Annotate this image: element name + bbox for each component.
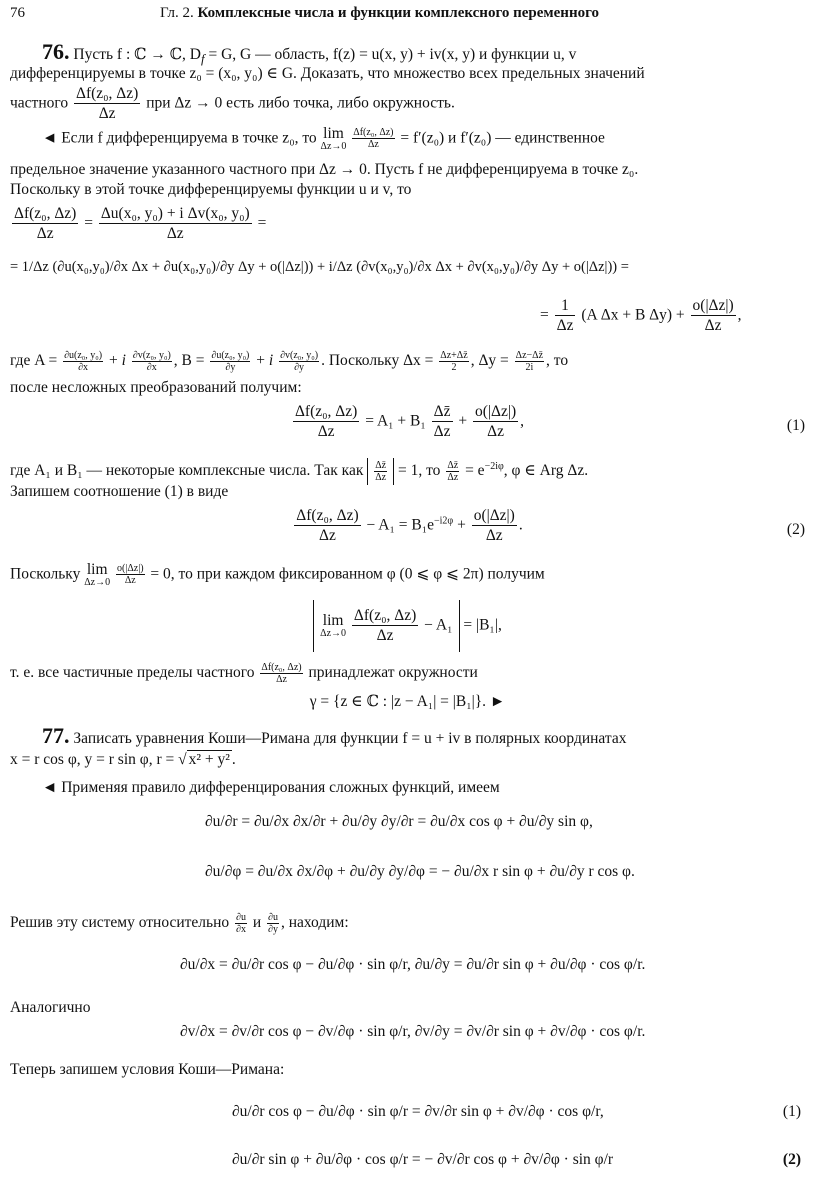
page-number: 76	[10, 5, 25, 21]
solution-77-line-1: ◄ Применяя правило дифференцирования сложных функций, имеем	[42, 779, 500, 796]
problem-77-line-2: x = r cos φ, y = r sin φ, r = √ x² + y² .	[10, 751, 236, 768]
cauchy-riemann-intro: Теперь запишем условия Коши—Римана:	[10, 1061, 285, 1078]
limit-abs-equation: lim Δz→0 $\frac{\text{Δf(z₀, Δz)}}{\Delta z}$ − A₁ = |B₁|,	[10, 600, 805, 652]
problem-76-line-2: дифференцируемы в точке z₀ = (x₀, y₀) ∈ G. Доказать, что множество всех предельных значений	[10, 65, 645, 82]
cauchy-riemann-eq-1: ∂u/∂r cos φ − ∂u/∂φ · sin φ/r = ∂v/∂r sin φ + ∂v/∂φ · cos φ/r,	[232, 1103, 604, 1120]
equation-dv-result: ∂v/∂x = ∂v/∂r cos φ − ∂v/∂φ · sin φ/r, ∂v/∂y = ∂v/∂r sin φ + ∂v/∂φ · cos φ/r.	[180, 1023, 646, 1040]
problem-76-line-3: частного $\frac{\text{Δf(z₀, Δz)}}{\Delta z}$ при Δz → 0 есть либо точка, либо окружность.	[10, 85, 455, 123]
cauchy-riemann-eq-2: ∂u/∂r sin φ + ∂u/∂φ · cos φ/r = − ∂v/∂r cos φ + ∂v/∂φ · sin φ/r	[232, 1151, 614, 1168]
solve-system-line: Решив эту систему относительно $\frac{\partial u}{\partial x}$ и $\frac{\partial u}{\partial y}$ , находим:	[10, 912, 349, 935]
equation-du-result: ∂u/∂x = ∂u/∂r cos φ − ∂u/∂φ · sin φ/r, ∂u/∂y = ∂u/∂r sin φ + ∂u/∂φ · cos φ/r.	[180, 956, 646, 973]
equation-du-dphi: ∂u/∂φ = ∂u/∂x ∂x/∂φ + ∂u/∂y ∂y/∂φ = − ∂u/∂x r sin φ + ∂u/∂y r cos φ.	[205, 863, 635, 880]
problem-number-77: 77.	[42, 723, 70, 748]
problem-77-line-1: 77. Записать уравнения Коши—Римана для функции f = u + iv в полярных координатах	[42, 723, 627, 748]
since-limit-line: Поскольку lim Δz→0 $\frac{o(|\Delta z|)}{\Delta z}$ = 0, то при каждом фиксированном φ (0 ⩽ φ ⩽ 2π) получим	[10, 561, 545, 588]
cr-equation-number-1: (1)	[782, 1103, 801, 1120]
analogously-label: Аналогично	[10, 999, 91, 1016]
equation-1: $\frac{\text{Δf(z₀, Δz)}}{\Delta z}$ = A₁ + B₁ $\frac{\Delta z̄}{\Delta z}$ + $\frac{o(|\Delta z|)}{\Delta z}$ , (1)	[294, 403, 805, 441]
problem-76-line-1: 76. Пусть f : ℂ → ℂ, $D_f = G$, G — область, f(z) = u(x, y) + iv(x, y) и функции u, v	[42, 39, 577, 67]
after-transform-line: после несложных преобразований получим:	[10, 379, 302, 396]
equation-du-dr: ∂u/∂r = ∂u/∂x ∂x/∂r + ∂u/∂y ∂y/∂r = ∂u/∂x cos φ + ∂u/∂y sin φ,	[205, 813, 593, 830]
equation-delta-f: $\frac{\text{Δf(z₀, Δz)}}{\Delta z}$ = $\frac{\text{Δu(x₀, y₀) + i Δv(x₀, y₀)}}{\Delta z}$ =	[14, 205, 267, 243]
quotient-fraction: $\frac{\text{Δf(z₀, Δz)}}{\Delta z}$	[75, 85, 139, 123]
rewrite-line: Запишем соотношение (1) в виде	[10, 483, 229, 500]
equation-expansion: = 1/Δz (∂u(x₀,y₀)/∂x Δx + ∂u(x₀,y₀)/∂y Δy + o(|Δz|)) + i/Δz (∂v(x₀,y₀)/∂x Δx + ∂v(x₀,y₀)/∂y Δy + o(|Δz|)) =	[10, 259, 629, 275]
solution-76-line-3: Поскольку в этой точке дифференцируемы функции u и v, то	[10, 181, 412, 198]
equation-expansion-result: = $\frac{1}{\Delta z}$ (A Δx + B Δy) + $\frac{o(|\Delta z|)}{\Delta z}$ ,	[540, 297, 742, 335]
circle-gamma: γ = {z ∈ ℂ : |z − A₁| = |B₁|}. ►	[309, 693, 506, 710]
running-header	[10, 4, 805, 26]
cr-equation-number-2: (2)	[782, 1151, 801, 1168]
solution-76-line-1: ◄ Если f дифференцируема в точке z₀, то lim Δz→0 $\frac{\text{Δf(z₀, Δz)}}{\Delta z}$ = f′(z₀) и f′(z₀) — единственное	[42, 125, 605, 152]
equation-2: $\frac{\text{Δf(z₀, Δz)}}{\Delta z}$ − $A_1 = B_1e^{-i2\varphi}$ + $\frac{o(|\Delta z|)}{\Delta z}$ . (2)	[296, 507, 805, 545]
solution-76-line-2: предельное значение указанного частного при Δz → 0. Пусть f не дифференцируема в точке z₀.	[10, 161, 639, 178]
chapter-title: Комплексные числа и функции комплексного переменного	[197, 5, 600, 21]
equation-number-2: (2)	[786, 521, 805, 538]
equation-number-1: (1)	[786, 417, 805, 434]
where-A-B-line: где A = $\frac{\text{∂u(z₀, y₀)}}{\partial x}$ + i $\frac{\text{∂v(z₀, y₀)}}{\partial x}$ , B = $\frac{\text{∂u(z₀, y₀)}}{\partial y}$ + i $\frac{\text{∂v(z₀, y₀)}}{\partial y}$ . Поскольку Δx = $\frac{\Delta z+\Delta z̄}{2}$ , Δy = $\frac{\Delta z-\Delta z̄}{2i}$ , то	[10, 350, 569, 373]
partial-limits-line: т. е. все частичные пределы частного $\frac{\text{Δf(z₀, Δz)}}{\Delta z}$ принадлежат окружности	[10, 662, 478, 685]
problem-number-76: 76.	[42, 39, 70, 64]
where-A1-B1-line: где A₁ и B₁ — некоторые комплексные числа. Так как $\frac{\Delta z̄}{\Delta z}$ = 1, то $\frac{\Delta z̄}{\Delta z}$ = $e^{-2i\varphi}$, φ ∈ Arg Δz.	[10, 460, 589, 483]
chapter-heading: Гл. 2. Комплексные числа и функции комплексного переменного	[160, 5, 600, 21]
